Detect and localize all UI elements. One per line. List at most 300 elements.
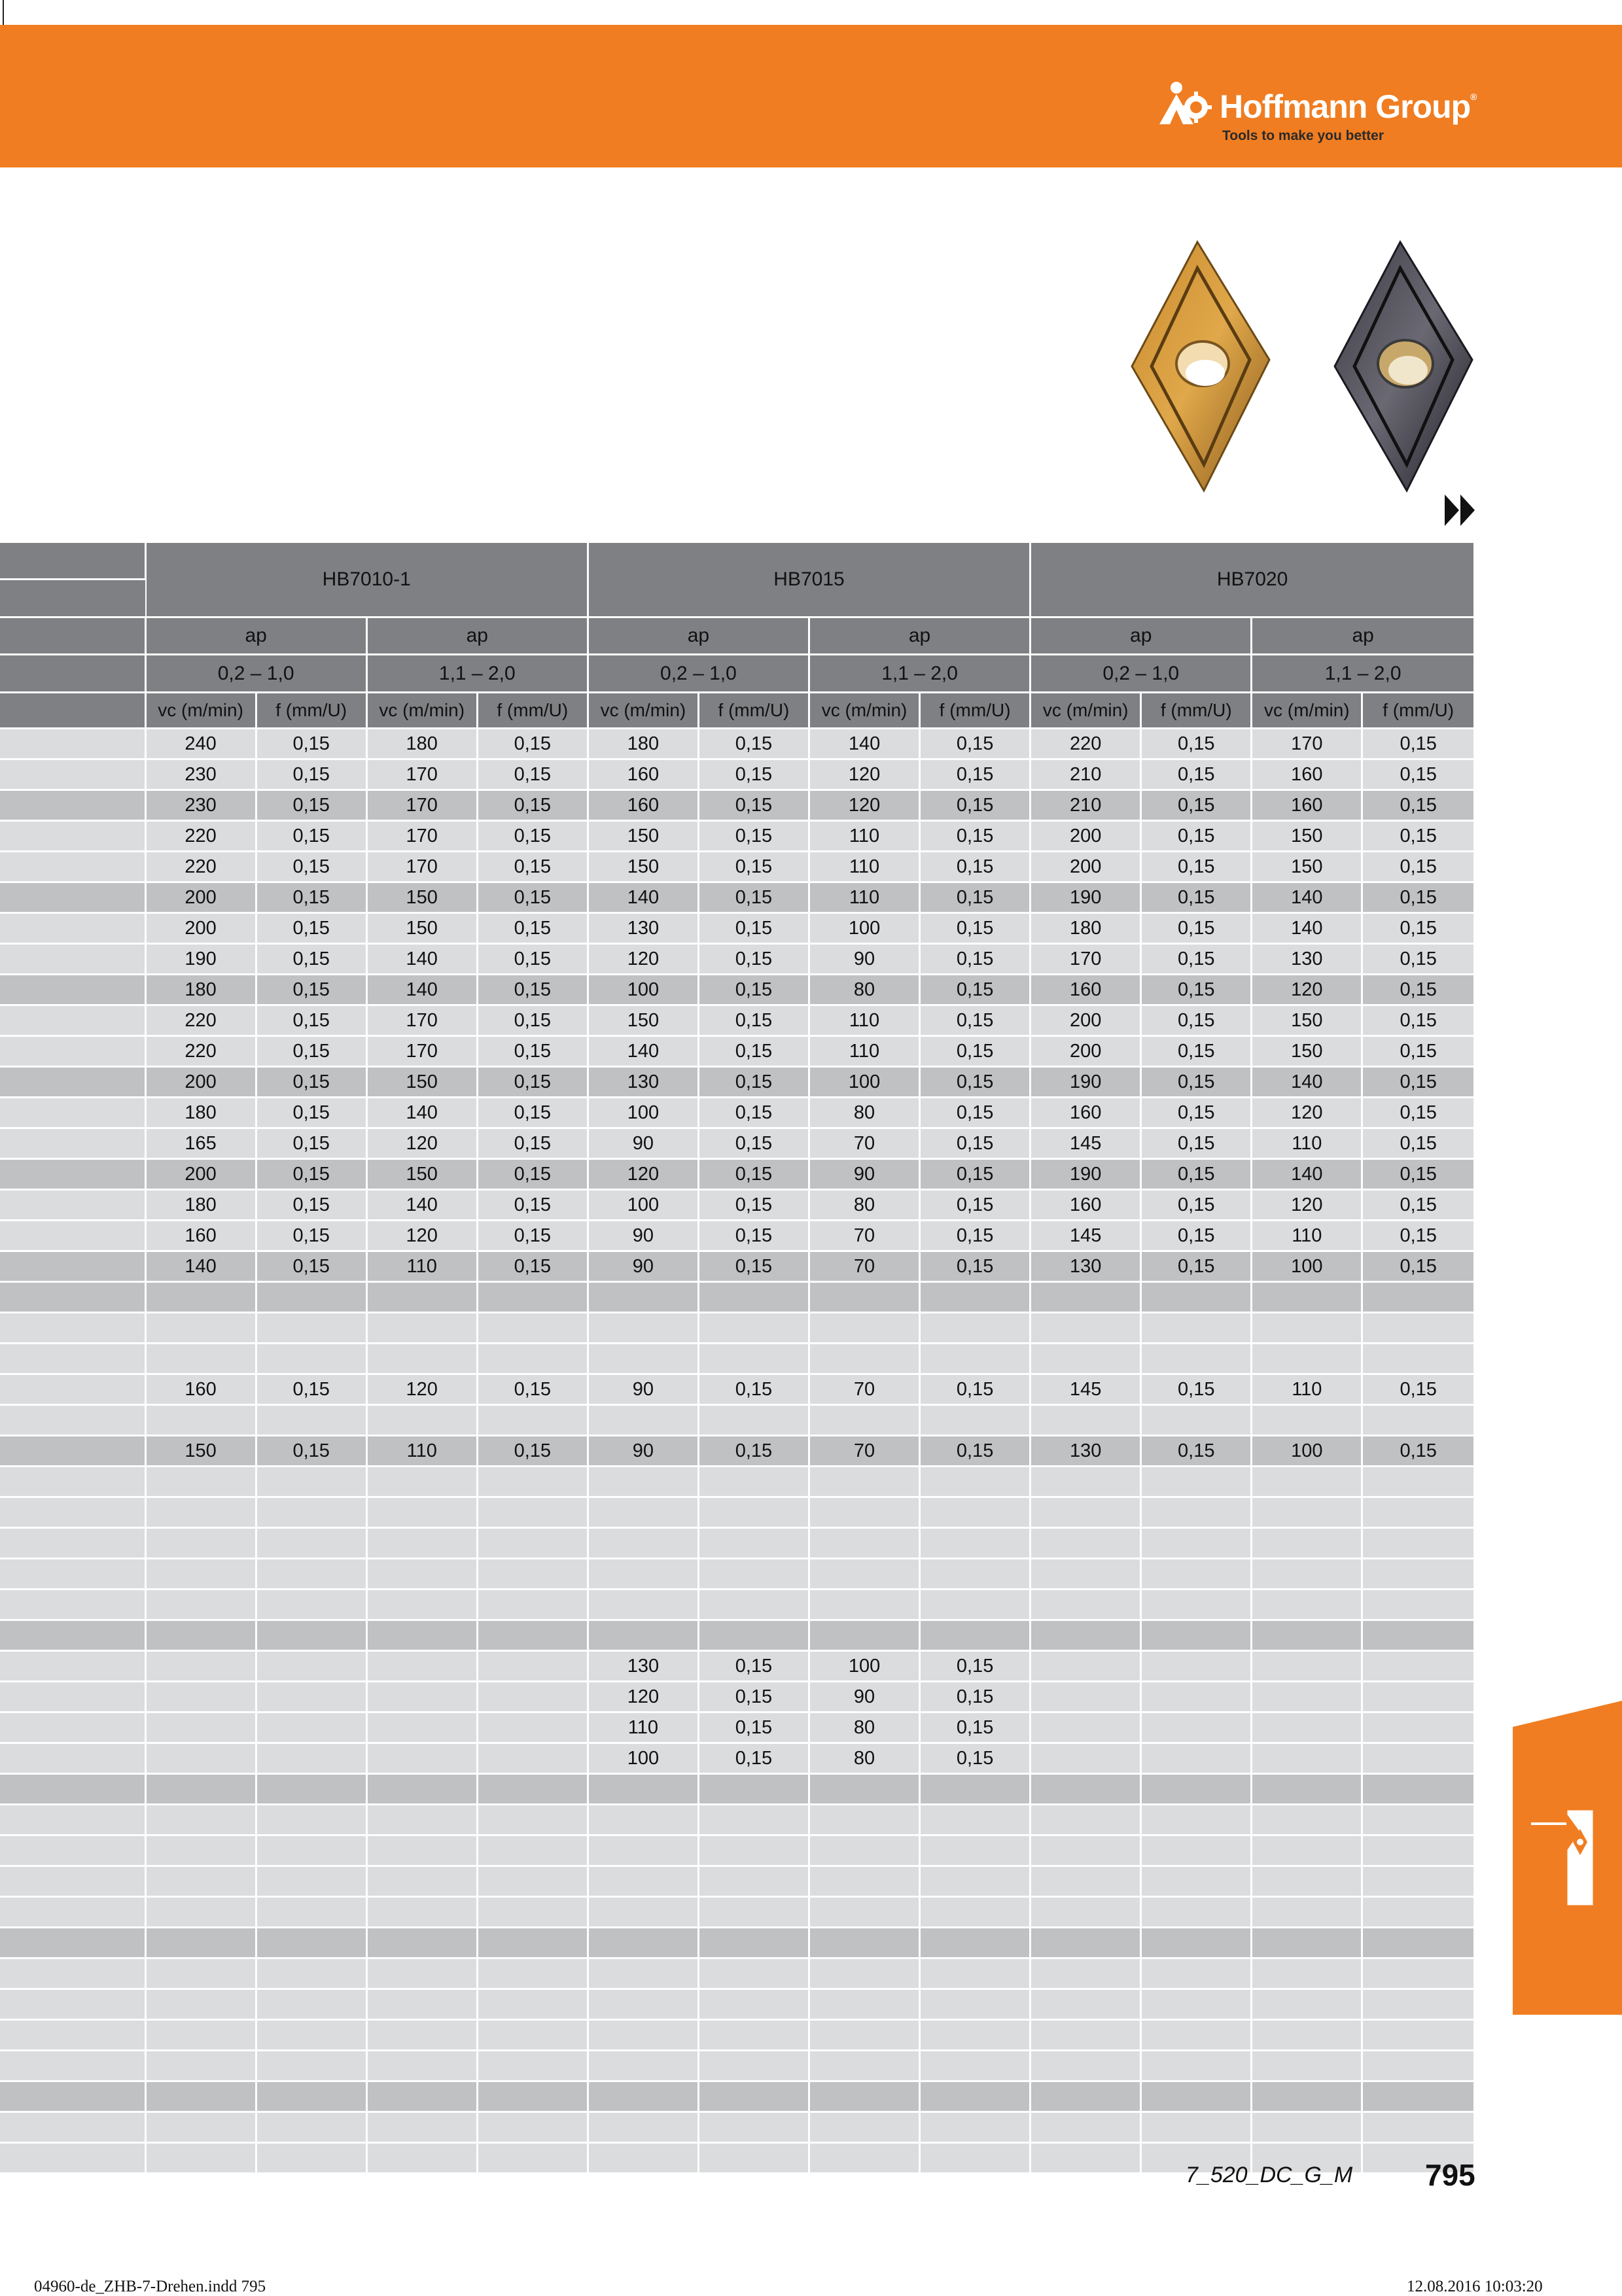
f-value: 0,15 [1141,852,1252,882]
vc-value [1031,2051,1141,2081]
vc-value: 170 [366,1005,477,1036]
vc-value [1031,2081,1141,2112]
vc-value: 140 [145,1251,256,1282]
f-value: 0,15 [1362,1098,1473,1128]
vc-value [1252,2112,1362,2143]
vc-value [809,1590,919,1620]
f-value [1362,1528,1473,1559]
f-value [1141,1405,1252,1436]
vc-value [1252,1651,1362,1682]
f-value: 0,15 [920,944,1031,975]
table-row [0,882,1473,913]
vc-value [366,1467,477,1497]
material-cell [0,1866,145,1897]
f-value [920,1835,1031,1866]
f-value [477,1682,588,1713]
material-cell [0,1128,145,1159]
f-unit-header: f (mm/U) [1141,693,1252,729]
f-value [256,1620,366,1651]
f-value [477,1713,588,1743]
f-value [1141,1928,1252,1958]
f-value [698,1313,809,1344]
vc-value [1252,1743,1362,1774]
ap-range: 0,2 – 1,0 [145,655,366,693]
vc-value [366,1805,477,1835]
f-value: 0,15 [698,1682,809,1713]
f-value [256,1989,366,2020]
f-value: 0,15 [256,1190,366,1221]
table-row [0,1590,1473,1620]
material-cell [0,1221,145,1251]
f-value [1141,1313,1252,1344]
f-value [1141,1805,1252,1835]
f-value [256,2051,366,2081]
f-value [1362,1713,1473,1743]
f-value: 0,15 [477,1067,588,1098]
f-value [477,1497,588,1528]
table-row [0,1559,1473,1590]
f-value [920,1313,1031,1344]
vc-value [809,1958,919,1989]
vc-value [588,1313,698,1344]
vc-value: 150 [1252,852,1362,882]
f-unit-header: f (mm/U) [477,693,588,729]
vc-value [1252,1467,1362,1497]
f-value [477,1528,588,1559]
f-value: 0,15 [477,1098,588,1128]
f-value [1362,1989,1473,2020]
vc-value [366,1928,477,1958]
f-value [477,2020,588,2051]
vc-value [1252,1682,1362,1713]
f-value: 0,15 [1141,975,1252,1005]
vc-value [366,1897,477,1928]
ap-range: 1,1 – 2,0 [366,655,588,693]
f-value [1362,1743,1473,1774]
f-value [1362,1497,1473,1528]
vc-value [1252,1928,1362,1958]
material-cell [0,1067,145,1098]
f-value [256,1835,366,1866]
f-value [477,1590,588,1620]
vc-value: 220 [145,1036,256,1067]
vc-value: 220 [145,852,256,882]
vc-value [366,2020,477,2051]
vc-value [1031,2020,1141,2051]
f-value [1141,1467,1252,1497]
f-value [256,1559,366,1590]
f-value [477,1743,588,1774]
f-value: 0,15 [1141,1374,1252,1405]
f-value: 0,15 [477,790,588,821]
vc-value [809,2112,919,2143]
vc-value: 120 [588,1682,698,1713]
vc-value: 90 [809,1159,919,1190]
vc-value: 145 [1031,1221,1141,1251]
vc-value [809,1344,919,1374]
f-value [920,1897,1031,1928]
vc-value: 110 [588,1713,698,1743]
vc-value [588,1559,698,1590]
table-row [0,1190,1473,1221]
material-cell [0,1497,145,1528]
vc-value: 170 [366,759,477,790]
material-cell [0,1005,145,1036]
vc-value: 190 [145,944,256,975]
table-row [0,1374,1473,1405]
f-value: 0,15 [256,790,366,821]
vc-value [588,1467,698,1497]
material-cell [0,2112,145,2143]
f-value: 0,15 [698,944,809,975]
f-value [1362,1682,1473,1713]
f-value: 0,15 [1362,790,1473,821]
table-row [0,729,1473,759]
material-cell [0,1835,145,1866]
f-value [256,1344,366,1374]
f-value: 0,15 [477,729,588,759]
f-value [256,1958,366,1989]
f-value: 0,15 [1362,852,1473,882]
f-value [1362,1866,1473,1897]
vc-value [1031,1497,1141,1528]
material-cell [0,1528,145,1559]
vc-value: 220 [145,821,256,852]
vc-value: 190 [1031,1067,1141,1098]
f-value: 0,15 [1362,1251,1473,1282]
vc-value: 80 [809,1743,919,1774]
f-value: 0,15 [1362,913,1473,944]
f-value: 0,15 [1362,1067,1473,1098]
f-unit-header: f (mm/U) [1362,693,1473,729]
vc-value [809,2081,919,2112]
f-value [698,1497,809,1528]
f-value: 0,15 [920,1128,1031,1159]
vc-value: 140 [588,1036,698,1067]
vc-value [1031,1805,1141,1835]
f-value [477,1313,588,1344]
vc-value: 130 [588,1067,698,1098]
vc-value [145,1405,256,1436]
vc-value [1031,1559,1141,1590]
vc-value [145,1313,256,1344]
f-value: 0,15 [698,1159,809,1190]
vc-value [588,1528,698,1559]
f-value: 0,15 [256,882,366,913]
vc-value: 100 [1252,1251,1362,1282]
vc-value: 120 [809,790,919,821]
f-value [698,1467,809,1497]
table-row [0,1866,1473,1897]
f-value: 0,15 [920,913,1031,944]
vc-value: 110 [366,1436,477,1467]
vc-value: 120 [1252,975,1362,1005]
f-value: 0,15 [698,729,809,759]
vc-value: 70 [809,1221,919,1251]
f-value [920,1344,1031,1374]
vc-value: 200 [1031,852,1141,882]
ap-range: 1,1 – 2,0 [1252,655,1473,693]
f-value [698,1866,809,1897]
f-value [920,1497,1031,1528]
vc-value [1031,2143,1141,2174]
material-cell [0,1928,145,1958]
f-unit-header: f (mm/U) [698,693,809,729]
vc-value: 150 [366,1159,477,1190]
vc-value: 180 [145,1098,256,1128]
vc-value [1031,2112,1141,2143]
f-value: 0,15 [1362,1374,1473,1405]
f-value: 0,15 [920,1036,1031,1067]
vc-value: 90 [588,1436,698,1467]
f-value [1141,1897,1252,1928]
material-cell [0,1958,145,1989]
vc-value [366,1958,477,1989]
f-value [1362,2020,1473,2051]
f-value: 0,15 [477,852,588,882]
vc-value [1031,1467,1141,1497]
vc-value: 150 [1252,1005,1362,1036]
ap-label: ap [145,617,366,655]
f-value [256,2081,366,2112]
table-row [0,1036,1473,1067]
cutting-data-table [0,543,1473,2174]
vc-value: 160 [1252,790,1362,821]
vc-unit-header: vc (m/min) [366,693,477,729]
f-value [920,1774,1031,1805]
material-cell [0,1282,145,1313]
table-row [0,1128,1473,1159]
f-value [920,1620,1031,1651]
vc-value [366,1743,477,1774]
f-value [698,1620,809,1651]
vc-value [145,1651,256,1682]
f-value [698,1928,809,1958]
f-value [698,1559,809,1590]
vc-value: 210 [1031,759,1141,790]
f-value [1141,1774,1252,1805]
ap-label: ap [809,617,1030,655]
vc-value [588,1405,698,1436]
f-value [256,1528,366,1559]
table-row [0,1897,1473,1928]
f-value: 0,15 [1362,729,1473,759]
ap-range: 0,2 – 1,0 [1031,655,1252,693]
f-value [1362,1651,1473,1682]
f-value [1362,1928,1473,1958]
f-value [477,1620,588,1651]
f-unit-header: f (mm/U) [920,693,1031,729]
grade-header: HB7015 [588,543,1030,617]
f-value [256,1497,366,1528]
f-value [477,2051,588,2081]
f-value [698,1528,809,1559]
vc-value [1031,1528,1141,1559]
vc-value [145,1528,256,1559]
material-cell [0,1036,145,1067]
f-value: 0,15 [920,1743,1031,1774]
vc-value: 180 [145,1190,256,1221]
f-value [920,1590,1031,1620]
f-value: 0,15 [920,975,1031,1005]
table-row [0,1528,1473,1559]
f-value [1362,1405,1473,1436]
table-row [0,1928,1473,1958]
f-value: 0,15 [1362,1436,1473,1467]
f-value [920,2020,1031,2051]
f-value: 0,15 [1141,1098,1252,1128]
vc-value [809,1405,919,1436]
material-header-cell [0,617,145,655]
dark-insert [1335,242,1472,491]
vc-value: 130 [588,1651,698,1682]
f-value: 0,15 [256,852,366,882]
vc-value [809,1835,919,1866]
f-value: 0,15 [1141,729,1252,759]
f-value: 0,15 [1141,882,1252,913]
vc-value [588,1620,698,1651]
f-value: 0,15 [256,1098,366,1128]
f-value: 0,15 [698,975,809,1005]
vc-value: 140 [809,729,919,759]
material-cell [0,1436,145,1467]
f-value: 0,15 [256,1159,366,1190]
vc-value: 140 [366,1098,477,1128]
table-row [0,1989,1473,2020]
vc-value: 140 [366,944,477,975]
f-value: 0,15 [1362,1159,1473,1190]
vc-value [145,1590,256,1620]
f-value [1362,1313,1473,1344]
vc-value: 100 [1252,1436,1362,1467]
vc-value: 200 [1031,1036,1141,1067]
f-value [920,2081,1031,2112]
f-value [477,1928,588,1958]
f-value: 0,15 [1141,821,1252,852]
f-value: 0,15 [920,1713,1031,1743]
f-value [920,2112,1031,2143]
vc-value [588,2081,698,2112]
f-value: 0,15 [920,1221,1031,1251]
vc-value: 200 [145,913,256,944]
table-row [0,1251,1473,1282]
f-value: 0,15 [1141,1436,1252,1467]
vc-value [1252,1958,1362,1989]
table-row [0,1221,1473,1251]
f-value [1362,1620,1473,1651]
f-value: 0,15 [256,1005,366,1036]
vc-value [1031,1928,1141,1958]
f-value: 0,15 [920,852,1031,882]
vc-value [809,1282,919,1313]
print-timestamp: 12.08.2016 10:03:20 [1407,2278,1543,2295]
vc-value: 120 [588,944,698,975]
vc-value [145,1774,256,1805]
vc-value [588,1344,698,1374]
vc-value: 100 [809,1651,919,1682]
vc-value: 165 [145,1128,256,1159]
vc-value: 150 [366,913,477,944]
vc-value [145,1344,256,1374]
vc-value [366,1989,477,2020]
f-value [698,2143,809,2174]
vc-value: 230 [145,759,256,790]
f-value [1141,1590,1252,1620]
f-value [1141,1835,1252,1866]
vc-value [145,1989,256,2020]
f-value [256,1467,366,1497]
f-value [1141,1344,1252,1374]
table-row [0,1620,1473,1651]
f-value: 0,15 [256,975,366,1005]
vc-value: 230 [145,790,256,821]
f-value: 0,15 [1362,759,1473,790]
vc-value: 120 [1252,1190,1362,1221]
f-value: 0,15 [256,944,366,975]
vc-value [366,1497,477,1528]
vc-value: 160 [1031,975,1141,1005]
f-value [256,1897,366,1928]
vc-value: 90 [809,1682,919,1713]
ap-label: ap [588,617,809,655]
vc-value: 110 [1252,1221,1362,1251]
vc-value: 140 [366,1190,477,1221]
table-row [0,2020,1473,2051]
f-value [256,2020,366,2051]
f-value: 0,15 [698,852,809,882]
ap-label: ap [1031,617,1252,655]
f-value: 0,15 [477,1159,588,1190]
vc-value [1252,1989,1362,2020]
f-value [1362,2112,1473,2143]
material-cell [0,1682,145,1713]
f-value [698,2051,809,2081]
material-cell [0,1467,145,1497]
f-value [477,1405,588,1436]
ap-label: ap [1252,617,1473,655]
f-value: 0,15 [698,1713,809,1743]
material-cell [0,1344,145,1374]
material-cell [0,944,145,975]
f-value: 0,15 [920,1251,1031,1282]
material-cell [0,1590,145,1620]
f-value [1362,1805,1473,1835]
vc-value: 160 [588,790,698,821]
f-value: 0,15 [477,1436,588,1467]
material-cell [0,2081,145,2112]
brand-tagline: Tools to make you better [1222,128,1384,143]
vc-value [145,1743,256,1774]
vc-value [145,2112,256,2143]
f-value: 0,15 [1141,1159,1252,1190]
f-value [256,2143,366,2174]
material-header-cell [0,543,145,580]
gold-insert [1132,242,1269,491]
table-row [0,1098,1473,1128]
f-value: 0,15 [1141,759,1252,790]
f-value: 0,15 [256,1251,366,1282]
f-value [1362,1897,1473,1928]
f-value: 0,15 [1141,1005,1252,1036]
f-value [477,1835,588,1866]
vc-value [588,2020,698,2051]
f-value: 0,15 [698,759,809,790]
vc-value: 110 [1252,1128,1362,1159]
vc-value: 145 [1031,1128,1141,1159]
vc-value: 210 [1031,790,1141,821]
vc-value [1252,1774,1362,1805]
vc-unit-header: vc (m/min) [588,693,698,729]
